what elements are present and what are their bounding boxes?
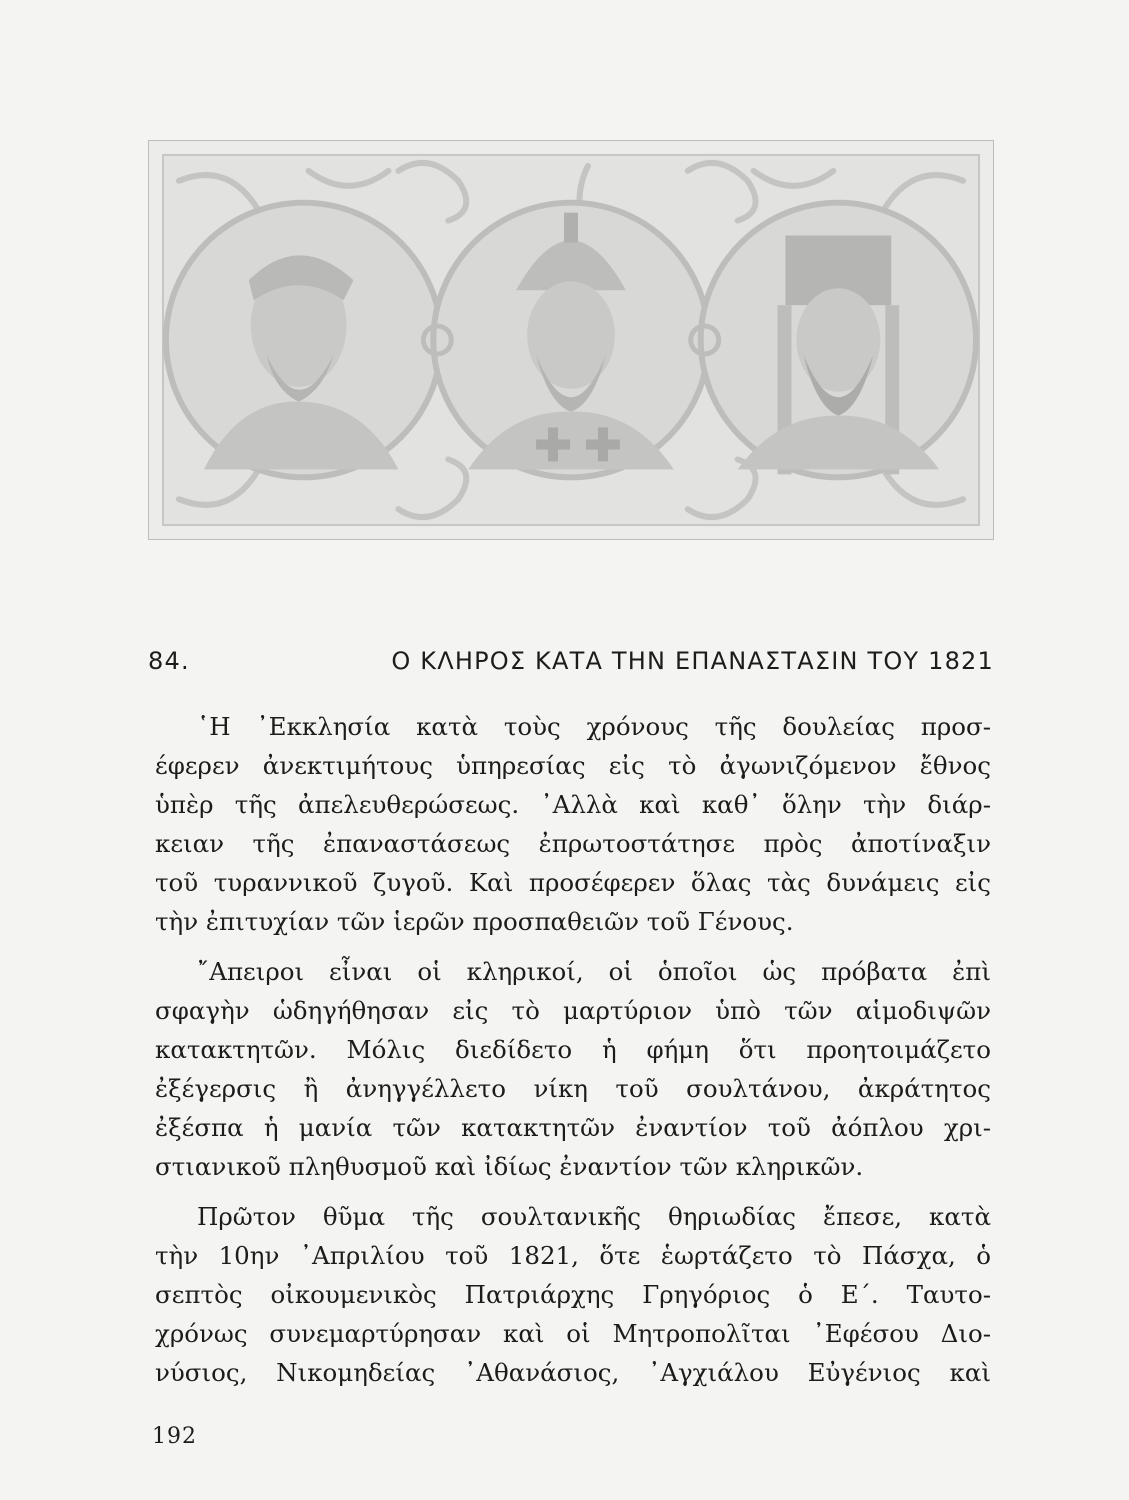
medallion-left: [166, 203, 441, 478]
section-number: 84.: [148, 647, 190, 675]
section-title: Ο ΚΛΗΡΟΣ ΚΑΤΑ ΤΗΝ ΕΠΑΝΑΣΤΑΣΙΝ ΤΟΥ 1821: [391, 647, 994, 675]
text-line: στιανικοῦ πληθυσμοῦ καὶ ἰδίως ἐναντίον τῶν κληρικῶν.: [155, 1152, 864, 1181]
text-line: τὴν ἐπιτυχίαν τῶν ἱερῶν προσπαθειῶν τοῦ Γένους.: [155, 907, 794, 936]
text-line: σεπτὸς οἰκουμενικὸς Πατριάρχης Γρηγόριος ὁ Ε΄. Ταυτο-: [155, 1280, 991, 1309]
medallion-center: [433, 203, 708, 478]
text-line: τοῦ τυραννικοῦ ζυγοῦ. Καὶ προσέφερεν ὅλας τὰς δυνάμεις εἰς: [155, 868, 991, 897]
paragraph: [155, 1197, 991, 1392]
portrait-engraving: [148, 140, 994, 540]
section-heading: [148, 647, 994, 675]
paragraph: [155, 707, 991, 941]
text-line: ῎Απειροι εἶναι οἱ κληρικοί, οἱ ὁποῖοι ὡς πρόβατα ἐπὶ: [197, 957, 991, 986]
text-line: νύσιος, Νικομηδείας ᾿Αθανάσιος, ᾿Αγχιάλου Εὐγένιος καὶ: [155, 1358, 991, 1387]
text-line: ὑπὲρ τῆς ἀπελευθερώσεως. ᾿Αλλὰ καὶ καθ᾿ ὅλην τὴν διάρ-: [155, 790, 991, 819]
text-line: κειαν τῆς ἐπαναστάσεως ἐπρωτοστάτησε πρὸς ἀποτίναξιν: [155, 829, 991, 858]
text-line: σφαγὴν ὡδηγήθησαν εἰς τὸ μαρτύριον ὑπὸ τῶν αἱμοδιψῶν: [155, 996, 991, 1025]
text-line: χρόνως συνεμαρτύρησαν καὶ οἱ Μητροπολῖται ᾿Εφέσου Διο-: [155, 1319, 991, 1348]
body-text: [155, 707, 991, 1392]
text-line: έφερεν ἀνεκτιμήτους ὑπηρεσίας εἰς τὸ ἀγωνιζόμενον ἔθνος: [155, 751, 991, 780]
text-line: ῾Η ᾿Εκκλησία κατὰ τοὺς χρόνους τῆς δουλείας προσ-: [197, 712, 991, 741]
text-line: Πρῶτον θῦμα τῆς σουλτανικῆς θηριωδίας ἔπεσε, κατὰ: [197, 1202, 991, 1231]
engraving-art: [149, 141, 993, 539]
text-line: ἐξέγερσις ἢ ἀνηγγέλλετο νίκη τοῦ σουλτάνου, ἀκράτητος: [155, 1074, 991, 1103]
paragraph: [155, 952, 991, 1186]
text-line: κατακτητῶν. Μόλις διεδίδετο ἡ φήμη ὅτι προητοιμάζετο: [155, 1035, 991, 1064]
text-line: τὴν 10ην ᾿Απριλίου τοῦ 1821, ὅτε ἑωρτάζετο τὸ Πάσχα, ὁ: [155, 1241, 991, 1270]
page-number: 192: [152, 1424, 197, 1449]
text-line: ἐξέσπα ἡ μανία τῶν κατακτητῶν ἐναντίον τοῦ ἀόπλου χρι-: [155, 1113, 991, 1142]
medallion-right: [701, 203, 976, 478]
